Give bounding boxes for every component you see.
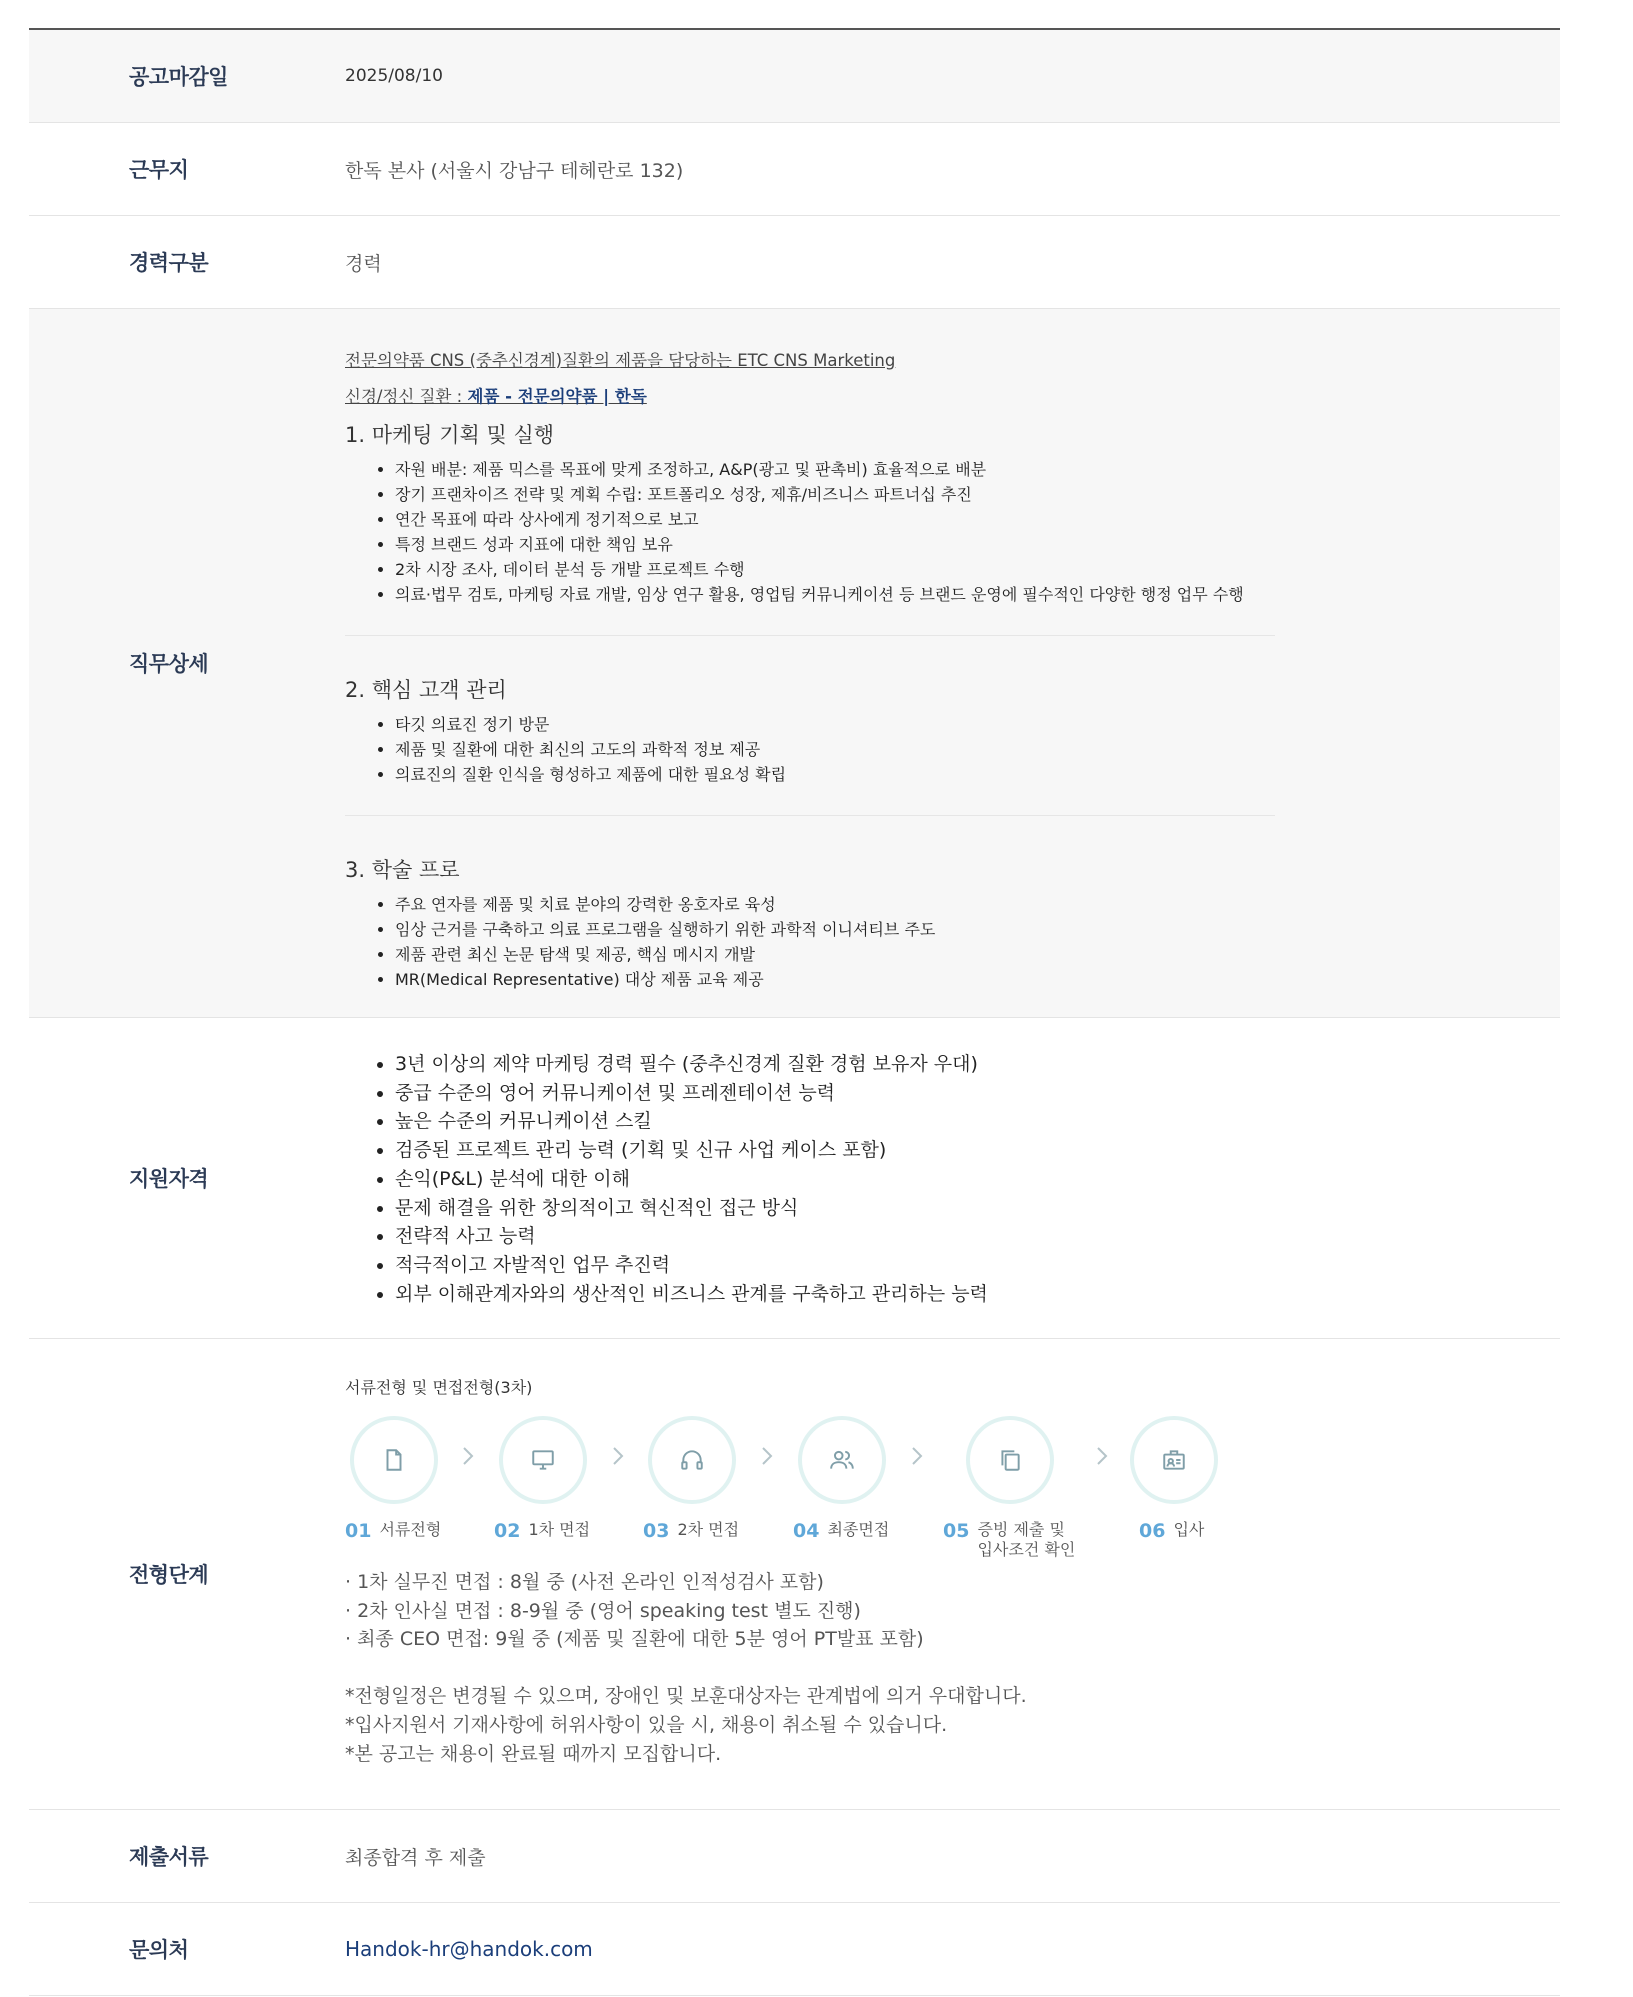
row-label: 문의처 (129, 1938, 189, 1962)
list-item: • 전략적 사고 능력 (395, 1222, 1560, 1251)
list-item: • 제품 및 질환에 대한 최신의 고도의 과학적 정보 제공 (395, 737, 1560, 762)
list-item: • 적극적이고 자발적인 업무 추진력 (395, 1251, 1560, 1280)
section-list (345, 892, 1560, 992)
row-label: 전형단계 (129, 1563, 209, 1587)
list-item: • 의료진의 질환 인식을 형성하고 제품에 대한 필요성 확립 (395, 762, 1560, 787)
footnote-line: *전형일정은 변경될 수 있으며, 장애인 및 보훈대상자는 관계법에 의거 우대합니다. (345, 1685, 1027, 1708)
duty-link-2[interactable] (345, 383, 1560, 407)
list-item: • 장기 프랜차이즈 전략 및 계획 수립: 포트폴리오 성장, 제휴/비즈니스 파트너십 추진 (395, 482, 1560, 507)
list-item: • 3년 이상의 제약 마케팅 경력 필수 (중추신경계 질환 경험 보유자 우대) (395, 1050, 1560, 1079)
duty-content (345, 309, 1560, 1017)
list-item: • 의료·법무 검토, 마케팅 자료 개발, 임상 연구 활용, 영업팀 커뮤니케이션 등 브랜드 운영에 필수적인 다양한 행정 업무 수행 (395, 582, 1560, 607)
step-text-line1: 증빙 제출 및 (977, 1520, 1065, 1539)
row-label: 공고마감일 (129, 65, 228, 89)
section-list (345, 712, 1560, 787)
note-line: · 최종 CEO 면접: 9월 중 (제품 및 질환에 대한 5분 영어 PT발표 포함) (345, 1628, 924, 1651)
step-label-3 (643, 1520, 739, 1542)
note-line: · 1차 실무진 면접 : 8월 중 (사전 온라인 인적성검사 포함) (345, 1571, 824, 1593)
monitor-icon (530, 1447, 556, 1473)
list-item: • MR(Medical Representative) 대상 제품 교육 제공 (395, 967, 1560, 992)
step-number: 03 (643, 1520, 670, 1542)
step-label-6 (1139, 1520, 1204, 1542)
step-text: 1차 면접 (528, 1520, 591, 1539)
row-label: 지원자격 (129, 1167, 209, 1191)
row-label: 근무지 (129, 158, 189, 182)
step-text-line2: 입사조건 확인 (977, 1540, 1076, 1559)
row-location (29, 123, 1560, 216)
step-text: 입사 (1173, 1520, 1205, 1539)
step-number: 04 (793, 1520, 820, 1542)
career-value: 경력 (345, 252, 382, 275)
list-item: • 2차 시장 조사, 데이터 분석 등 개발 프로젝트 수행 (395, 557, 1560, 582)
list-item: • 중급 수준의 영어 커뮤니케이션 및 프레젠테이션 능력 (395, 1079, 1560, 1108)
step-circle-4 (798, 1416, 886, 1504)
section-list (345, 457, 1560, 607)
divider (345, 635, 1275, 636)
footnote-line: *본 공고는 채용이 완료될 때까지 모집합니다. (345, 1742, 722, 1765)
row-label: 제출서류 (129, 1845, 209, 1869)
step-label-1 (345, 1520, 441, 1542)
process-notes (345, 1568, 1560, 1768)
chevron-right-icon (1092, 1442, 1112, 1470)
row-process (29, 1339, 1560, 1810)
note-line: · 2차 인사실 면접 : 8-9월 중 (영어 speaking test 별도 진행) (345, 1599, 861, 1622)
chevron-right-icon (757, 1442, 777, 1470)
link-bold: 제품 - 전문의약품 | 한독 (467, 387, 647, 406)
step-text: 서류전형 (379, 1520, 442, 1539)
step-circle-5 (966, 1416, 1054, 1504)
contact-email[interactable]: Handok-hr@handok.com (345, 1937, 593, 1961)
step-text: 2차 면접 (677, 1520, 740, 1539)
step-text: 최종면접 (827, 1520, 890, 1539)
list-item: • 제품 관련 최신 논문 탐색 및 제공, 핵심 메시지 개발 (395, 942, 1560, 967)
step-circle-2 (499, 1416, 587, 1504)
section-title: 2. 핵심 고객 관리 (345, 678, 507, 702)
step-number: 02 (494, 1520, 521, 1542)
step-number: 05 (943, 1520, 970, 1542)
list-item: • 특정 브랜드 성과 지표에 대한 책임 보유 (395, 532, 1560, 557)
list-item: • 임상 근거를 구축하고 의료 프로그램을 실행하기 위한 과학적 이니셔티브 주도 (395, 917, 1560, 942)
list-item: • 외부 이해관계자와의 생산적인 비즈니스 관계를 구축하고 관리하는 능력 (395, 1280, 1560, 1309)
people-icon (829, 1447, 855, 1473)
list-item: • 검증된 프로젝트 관리 능력 (기획 및 신규 사업 케이스 포함) (395, 1136, 1560, 1165)
list-item: • 손익(P&L) 분석에 대한 이해 (395, 1165, 1560, 1194)
process-content (345, 1339, 1560, 1809)
deadline-value: 2025/08/10 (345, 66, 443, 86)
row-deadline (29, 30, 1560, 123)
process-steps (345, 1416, 1560, 1566)
list-item: • 주요 연자를 제품 및 치료 분야의 강력한 옹호자로 육성 (395, 892, 1560, 917)
section-title: 1. 마케팅 기획 및 실행 (345, 423, 555, 447)
step-circle-1 (350, 1416, 438, 1504)
step-number: 01 (345, 1520, 372, 1542)
footnote-line: *입사지원서 기재사항에 허위사항이 있을 시, 채용이 취소될 수 있습니다. (345, 1713, 948, 1736)
row-contact (29, 1903, 1560, 1996)
step-number: 06 (1139, 1520, 1166, 1542)
documents-value: 최종합격 후 제출 (345, 1846, 486, 1869)
row-documents (29, 1810, 1560, 1903)
id-badge-icon (1161, 1447, 1187, 1473)
row-qualifications (29, 1018, 1560, 1339)
row-duty (29, 309, 1560, 1018)
list-item: • 연간 목표에 따라 상사에게 정기적으로 보고 (395, 507, 1560, 532)
chevron-right-icon (608, 1442, 628, 1470)
qualifications-list (345, 1050, 1560, 1308)
divider (345, 815, 1275, 816)
spacer (345, 1654, 1560, 1682)
headset-icon (679, 1447, 705, 1473)
step-label-2 (494, 1520, 590, 1542)
link-prefix: 신경/정신 질환 : (345, 387, 468, 406)
list-item: • 높은 수준의 커뮤니케이션 스킬 (395, 1107, 1560, 1136)
row-label: 경력구분 (129, 251, 209, 275)
chevron-right-icon (907, 1442, 927, 1470)
row-career (29, 216, 1560, 309)
copy-documents-icon (997, 1447, 1023, 1473)
section-title: 3. 학술 프로 (345, 858, 460, 882)
step-circle-3 (648, 1416, 736, 1504)
step-label-4 (793, 1520, 889, 1542)
chevron-right-icon (458, 1442, 478, 1470)
job-posting-table (29, 28, 1560, 1996)
list-item: • 자원 배분: 제품 믹스를 목표에 맞게 조정하고, A&P(광고 및 판촉비) 효율적으로 배분 (395, 457, 1560, 482)
qualifications-content (345, 1018, 1560, 1338)
duty-link-1[interactable]: 전문의약품 CNS (중추신경계)질환의 제품을 담당하는 ETC CNS Marketing (345, 351, 896, 370)
document-icon (381, 1447, 407, 1473)
step-text (977, 1520, 1075, 1560)
step-label-5 (943, 1520, 1075, 1560)
location-value: 한독 본사 (서울시 강남구 테헤란로 132) (345, 159, 684, 182)
step-circle-6 (1130, 1416, 1218, 1504)
row-label: 직무상세 (129, 652, 209, 676)
process-title: 서류전형 및 면접전형(3차) (345, 1378, 533, 1397)
list-item: • 문제 해결을 위한 창의적이고 혁신적인 접근 방식 (395, 1194, 1560, 1223)
list-item: • 타깃 의료진 정기 방문 (395, 712, 1560, 737)
